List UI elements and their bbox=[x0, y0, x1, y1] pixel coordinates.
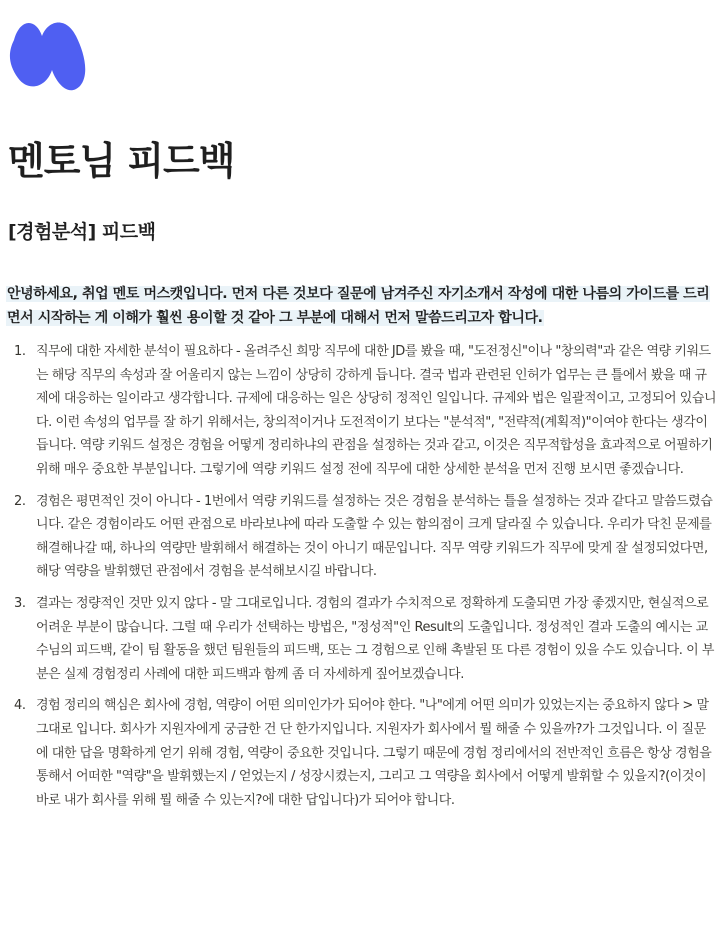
intro-paragraph bbox=[6, 282, 716, 330]
list-item bbox=[14, 340, 717, 482]
brand-logo-shape bbox=[10, 22, 85, 90]
feedback-list bbox=[14, 340, 717, 820]
list-item-number: 2. bbox=[14, 493, 26, 509]
list-item-text: 직무에 대한 자세한 분석이 필요하다 - 올려주신 희망 직무에 대한 JD를 봤을 때, "도전정신"이나 "창의력"과 같은 역량 키워드는 해당 직무의 속성과 잘 어울리지 않는 느낌이 상당히 강하게 듭니다. 결국 법과 관련된 인허가 업무는 큰 틀에서 봤을 때 규제에 대응하는 일이라고 생각합니다. 규제에 대응하는 일은 상당히 정적인 일입니다. 규제와 법은 일괄적이고, 고정되어 있습니다. 이런 속성의 업무를 잘 하기 위해서는, 창의적이거나 도전적이기 보다는 "분석적", "전략적(계획적)"이여야 한다는 생각이 듭니다. 역량 키워드 설정은 경험을 어떻게 정리하냐의 관점을 설정하는 것과 같고, 이것은 직무적합성을 효과적으로 어필하기 위해 매우 중요한 부분입니다. 그렇기에 역량 키워드 설정 전에 직무에 대한 상세한 분석을 먼저 진행 보시면 좋겠습니다. bbox=[36, 344, 717, 477]
list-item-number: 3. bbox=[14, 595, 26, 611]
list-item-number: 1. bbox=[14, 344, 26, 359]
list-item-text: 경험은 평면적인 것이 아니다 - 1번에서 역량 키워드를 설정하는 것은 경험을 분석하는 틀을 설정하는 것과 같다고 말씀드렸습니다. 같은 경험이라도 어떤 관점으로 바라보냐에 따라 도출할 수 있는 함의점이 크게 달라질 수 있습니다. 우리가 닥친 문제를 해결해나갈 때, 하나의 역량만 발휘해서 해결하는 것이 아니기 때문입니다. 직무 역량 키워드가 직무에 맞게 잘 설정되었다면, 해당 역량을 발휘했던 관점에서 경험을 분석해보시길 바랍니다. bbox=[36, 493, 713, 580]
brand-logo-icon bbox=[6, 12, 90, 92]
page-title: 멘토님 피드백 bbox=[8, 139, 235, 183]
intro-text: 안녕하세요, 취업 멘토 머스캣입니다. 먼저 다른 것보다 질문에 남겨주신 자기소개서 작성에 대한 나름의 가이드를 드리면서 시작하는 게 이해가 훨씬 용이할 것 같아 그 부분에 대해서 먼저 말씀드리고자 합니다. bbox=[7, 286, 710, 326]
list-item bbox=[14, 592, 717, 686]
list-item-text: 결과는 정량적인 것만 있지 않다 - 말 그대로입니다. 경험의 결과가 수치적으로 정확하게 도출되면 가장 좋겠지만, 현실적으로 어려운 부분이 많습니다. 그럴 때 우리가 선택하는 방법은, "정성적"인 Result의 도출입니다. 정성적인 결과 도출의 예시는 교수님의 피드백, 같이 팀 활동을 했던 팀원들의 피드백, 또는 그 경험으로 인해 촉발된 또 다른 경험이 있을 수도 있습니다. 이 부분은 실제 경험정리 사례에 대한 피드백과 함께 좀 더 자세하게 짚어보겠습니다. bbox=[36, 595, 714, 682]
list-item-text: 경험 정리의 핵심은 회사에 경험, 역량이 어떤 의미인가가 되어야 한다. "나"에게 어떤 의미가 있었는지는 중요하지 않다 > 말 그대로 입니다. 회사가 지원자에게 궁금한 건 단 한가지입니다. 지원자가 회사에서 뭘 해줄 수 있을까?가 그것입니다. 이 질문에 대한 답을 명확하게 얻기 위해 경험, 역량이 중요한 것입니다. 그렇기 때문에 경험 정리에서의 전반적인 흐름은 항상 경험을 통해서 어떠한 "역량"을 발휘했는지 / 얻었는지 / 성장시켰는지, 그리고 그 역량을 회사에서 어떻게 발휘할 수 있을지?(이것이 바로 내가 회사를 위해 뭘 해줄 수 있는지?에 대한 답입니다)가 되어야 합니다. bbox=[36, 698, 712, 808]
section-heading: [경험분석] 피드백 bbox=[8, 221, 156, 243]
list-item bbox=[14, 490, 717, 584]
list-item-number: 4. bbox=[14, 698, 26, 714]
list-item bbox=[14, 694, 717, 812]
